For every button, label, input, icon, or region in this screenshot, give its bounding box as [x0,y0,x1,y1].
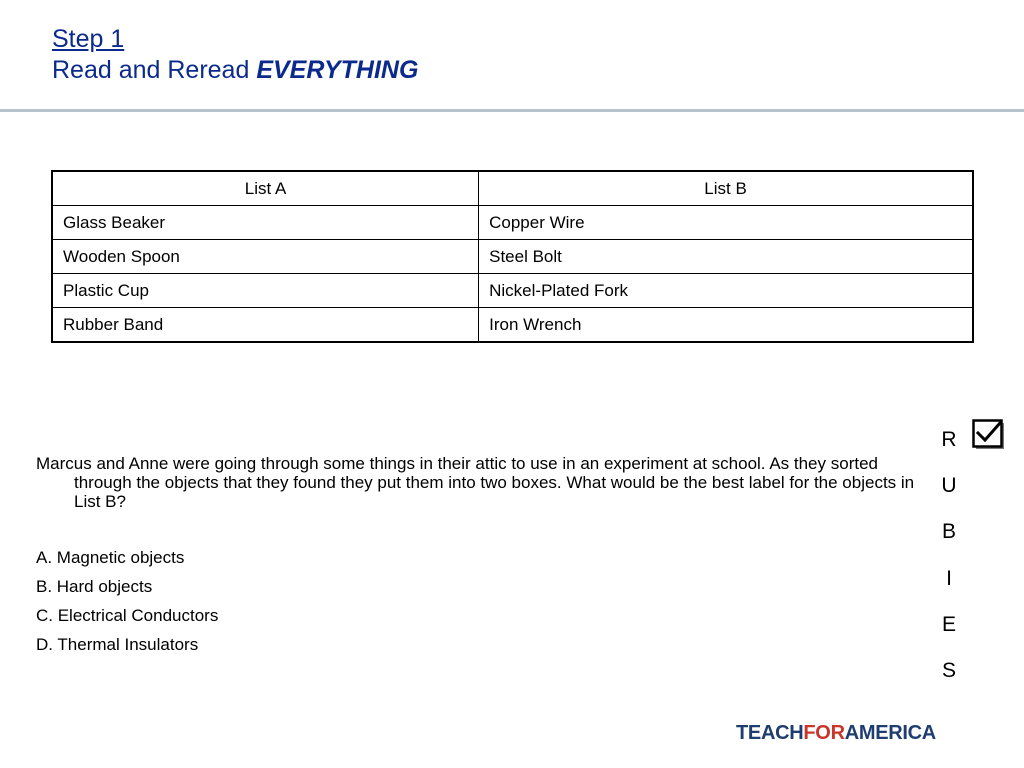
answer-choice-d: D. Thermal Insulators [36,635,199,654]
table-header-list-a: List A [52,171,479,206]
lists-table [51,170,974,343]
title-divider [0,109,1024,112]
rubies-letter-b: B [941,520,956,544]
logo-america: AMERICA [844,722,936,744]
table-row [52,240,973,274]
rubies-letter-e: E [941,612,956,636]
table-header-row [52,171,973,206]
title-subtitle-emphasis: EVERYTHING [256,56,419,84]
title-step-link[interactable]: Step 1 [52,25,125,53]
table-row [52,274,973,308]
rubies-letter-r: R [941,428,957,451]
table-cell-list-a: Wooden Spoon [52,240,479,274]
table-cell-list-b: Steel Bolt [479,240,973,274]
title-subtitle-prefix: Read and Reread [52,56,250,84]
logo-teach: TEACH [736,722,804,744]
rubies-letter-s: S [941,658,956,682]
table-cell-list-a: Plastic Cup [52,274,479,308]
answer-choice-a: A. Magnetic objects [36,548,185,567]
answer-choice-b: B. Hard objects [36,577,153,596]
table-cell-list-a: Rubber Band [52,308,479,343]
logo-for: FOR [803,722,845,744]
question-text: Marcus and Anne were going through some things in their attic to use in an experiment at school. As they sorted through the objects that they found they put them into two boxes. What would be the best label for the objects in List B? [36,454,915,511]
table-cell-list-a: Glass Beaker [52,206,479,240]
answer-choice-c: C. Electrical Conductors [36,606,219,625]
teach-for-america-logo [736,722,936,744]
answer-choices [36,547,218,663]
table-cell-list-b: Iron Wrench [479,308,973,343]
checked-checkbox-icon [972,419,1005,450]
rubies-letter-i: I [946,566,952,590]
table-row [52,206,973,240]
slide-title [52,24,418,86]
rubies-letter-u: U [941,474,957,498]
table-row [52,308,973,343]
rubies-acronym [934,426,964,703]
table-cell-list-b: Nickel-Plated Fork [479,274,973,308]
table-header-list-b: List B [479,171,973,206]
table-cell-list-b: Copper Wire [479,206,973,240]
title-subtitle [52,55,418,86]
